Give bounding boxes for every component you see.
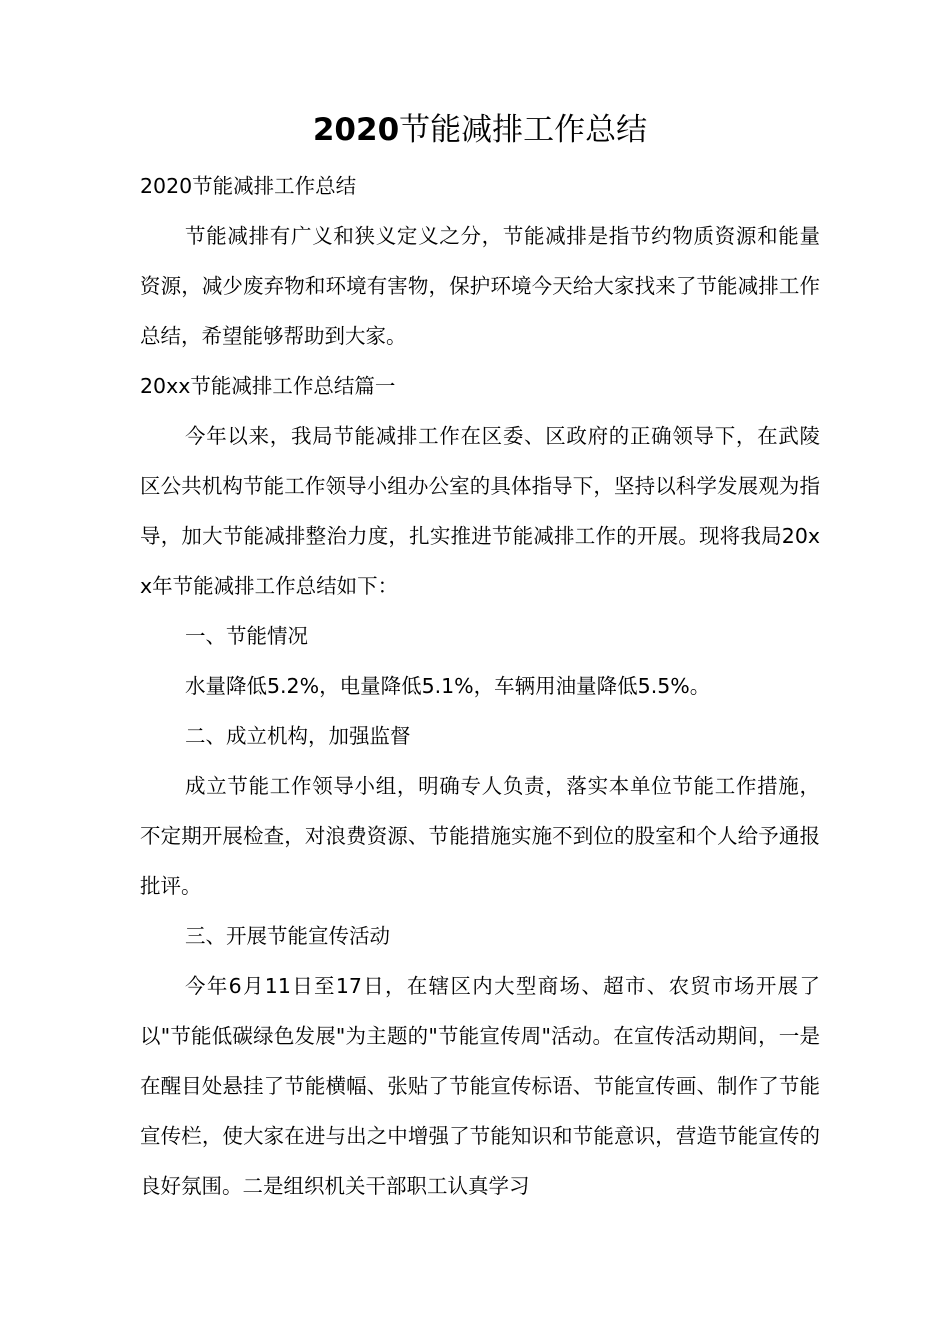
section-1-body: 水量降低5.2%，电量降低5.1%，车辆用油量降低5.5%。 bbox=[185, 674, 711, 698]
section-3-heading: 三、开展节能宣传活动 bbox=[185, 924, 390, 948]
overview-paragraph: 今年以来，我局节能减排工作在区委、区政府的正确领导下，在武陵区公共机构节能工作领导小组办公室的具体指导下，坚持以科学发展观为指导，加大节能减排整治力度，扎实推进节能减排工作的开展。现将我局20xx年节能减排工作总结如下： bbox=[140, 424, 820, 598]
section-2-heading: 二、成立机构，加强监督 bbox=[185, 724, 411, 748]
section-2-body: 成立节能工作领导小组，明确专人负责，落实本单位节能工作措施，不定期开展检查，对浪费资源、节能措施实施不到位的股室和个人给予通报批评。 bbox=[140, 774, 820, 898]
intro-paragraph: 节能减排有广义和狭义定义之分，节能减排是指节约物质资源和能量资源，减少废弃物和环境有害物，保护环境今天给大家找来了节能减排工作总结，希望能够帮助到大家。 bbox=[140, 224, 820, 348]
part-heading: 20xx节能减排工作总结篇一 bbox=[140, 374, 396, 398]
document-title-text: 节能减排工作总结 bbox=[399, 112, 648, 148]
document-title bbox=[140, 110, 820, 150]
document-title-number: 2020 bbox=[312, 112, 400, 148]
section-1-heading: 一、节能情况 bbox=[185, 624, 308, 648]
document-body bbox=[140, 161, 820, 1211]
subtitle-paragraph: 2020节能减排工作总结 bbox=[140, 174, 357, 198]
section-3-body: 今年6月11日至17日，在辖区内大型商场、超市、农贸市场开展了以"节能低碳绿色发展"为主题的"节能宣传周"活动。在宣传活动期间，一是在醒目处悬挂了节能横幅、张贴了节能宣传标语、节能宣传画、制作了节能宣传栏，使大家在进与出之中增强了节能知识和节能意识，营造节能宣传的良好氛围。二是组织机关干部职工认真学习 bbox=[140, 974, 820, 1198]
